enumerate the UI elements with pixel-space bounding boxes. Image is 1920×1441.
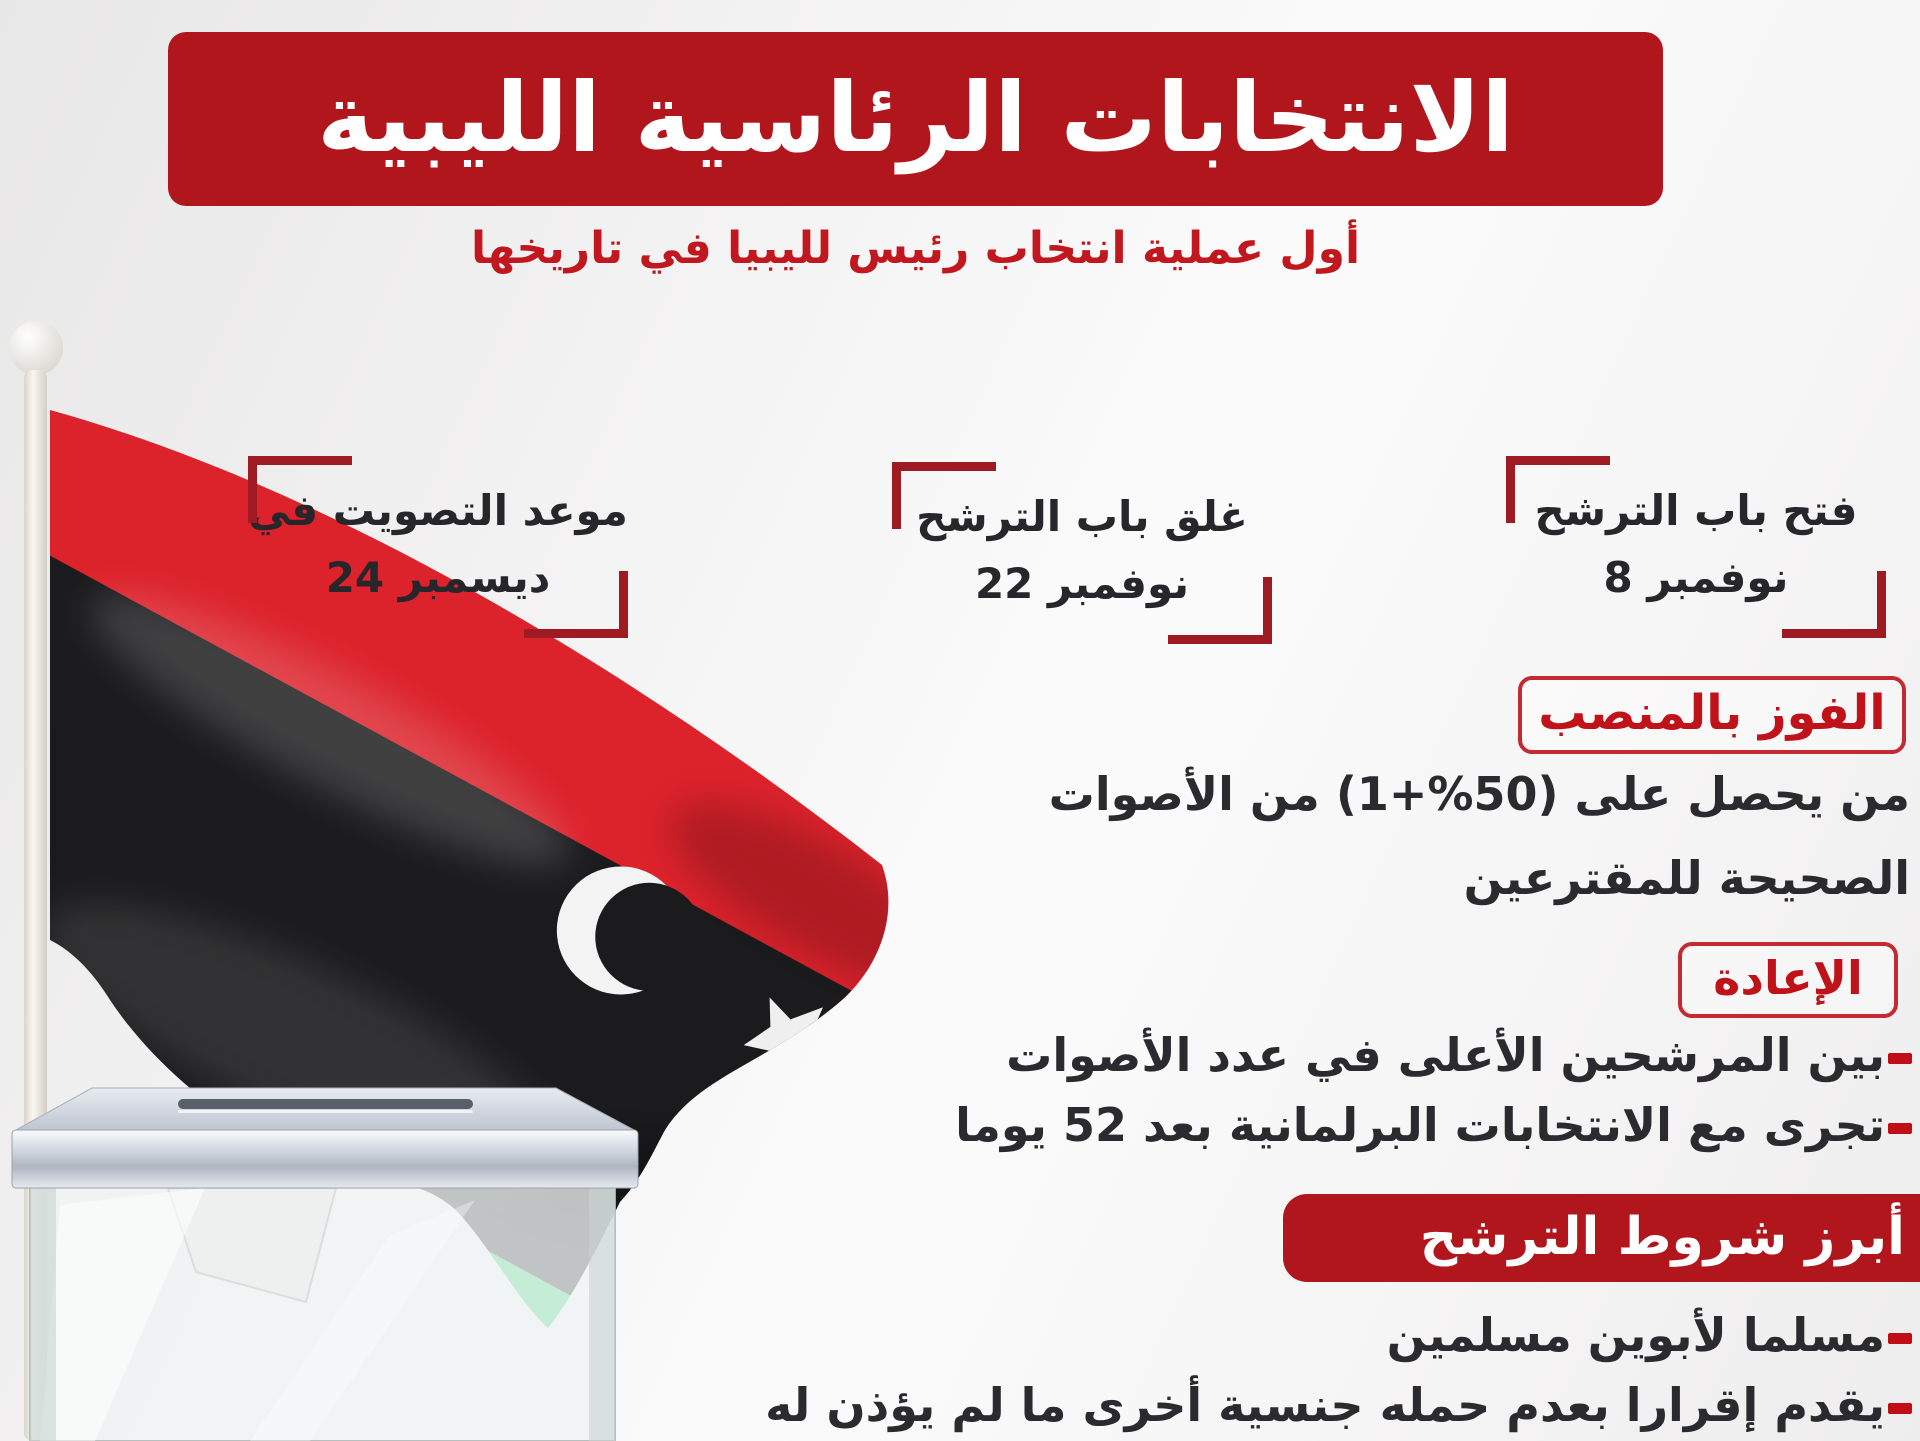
conditions-heading-text: أبرز شروط الترشح: [1419, 1207, 1905, 1267]
win-text-start: من يحصل على: [1574, 767, 1910, 821]
threshold-value: (1+%50): [1335, 767, 1559, 821]
conditions-bullet-text: يقدم إقرارا بعدم حمله جنسية أخرى ما لم يؤذن له: [765, 1378, 1885, 1432]
runoff-bullets: [955, 1028, 1912, 1172]
bullet-dash-icon: [1888, 1333, 1912, 1344]
win-section-body: [910, 752, 1910, 920]
conditions-bullets: [765, 1308, 1912, 1441]
bullet-dash-icon: [1888, 1123, 1912, 1134]
runoff-bullet-text: بين المرشحين الأعلى في عدد الأصوات: [1006, 1028, 1885, 1082]
bullet-dash-icon: [1888, 1403, 1912, 1414]
milestone-vote-date: [238, 452, 638, 642]
runoff-bullet: [955, 1028, 1912, 1082]
conditions-section-heading: [1283, 1194, 1920, 1282]
runoff-section-heading: الإعادة: [1678, 942, 1898, 1018]
title-banner: [168, 32, 1663, 206]
win-section-heading: الفوز بالمنصب: [1518, 676, 1906, 754]
page-title: الانتخابات الرئاسية الليبية: [317, 62, 1514, 175]
milestone-date: 22 نوفمبر: [974, 559, 1190, 608]
milestone-date: 24 ديسمبر: [325, 553, 551, 602]
win-line-2: الصحيحة للمقترعين: [1463, 851, 1910, 905]
win-line-1: [910, 752, 1910, 836]
ballot-box-illustration: [12, 1088, 638, 1441]
milestone-close-candidacy: [882, 458, 1282, 648]
ballot-slot: [178, 1099, 473, 1109]
conditions-bullet: [765, 1378, 1912, 1432]
ballot-lid-front: [12, 1130, 638, 1188]
runoff-bullet: [955, 1098, 1912, 1152]
page-subtitle: أول عملية انتخاب رئيس لليبيا في تاريخها: [470, 223, 1361, 274]
milestone-open-candidacy: [1496, 452, 1896, 642]
milestone-label: موعد التصويت في: [248, 486, 628, 535]
milestone-label: فتح باب الترشح: [1534, 486, 1858, 535]
conditions-bullet: [765, 1308, 1912, 1362]
flag-pole-ball: [9, 321, 63, 375]
win-text-end: من الأصوات: [1048, 767, 1320, 821]
conditions-bullet-text: مسلما لأبوين مسلمين: [1386, 1308, 1885, 1362]
milestone-label: غلق باب الترشح: [916, 492, 1248, 541]
bullet-dash-icon: [1888, 1053, 1912, 1064]
runoff-bullet-text: تجرى مع الانتخابات البرلمانية بعد 52 يوما: [955, 1098, 1885, 1152]
milestone-date: 8 نوفمبر: [1603, 553, 1789, 602]
